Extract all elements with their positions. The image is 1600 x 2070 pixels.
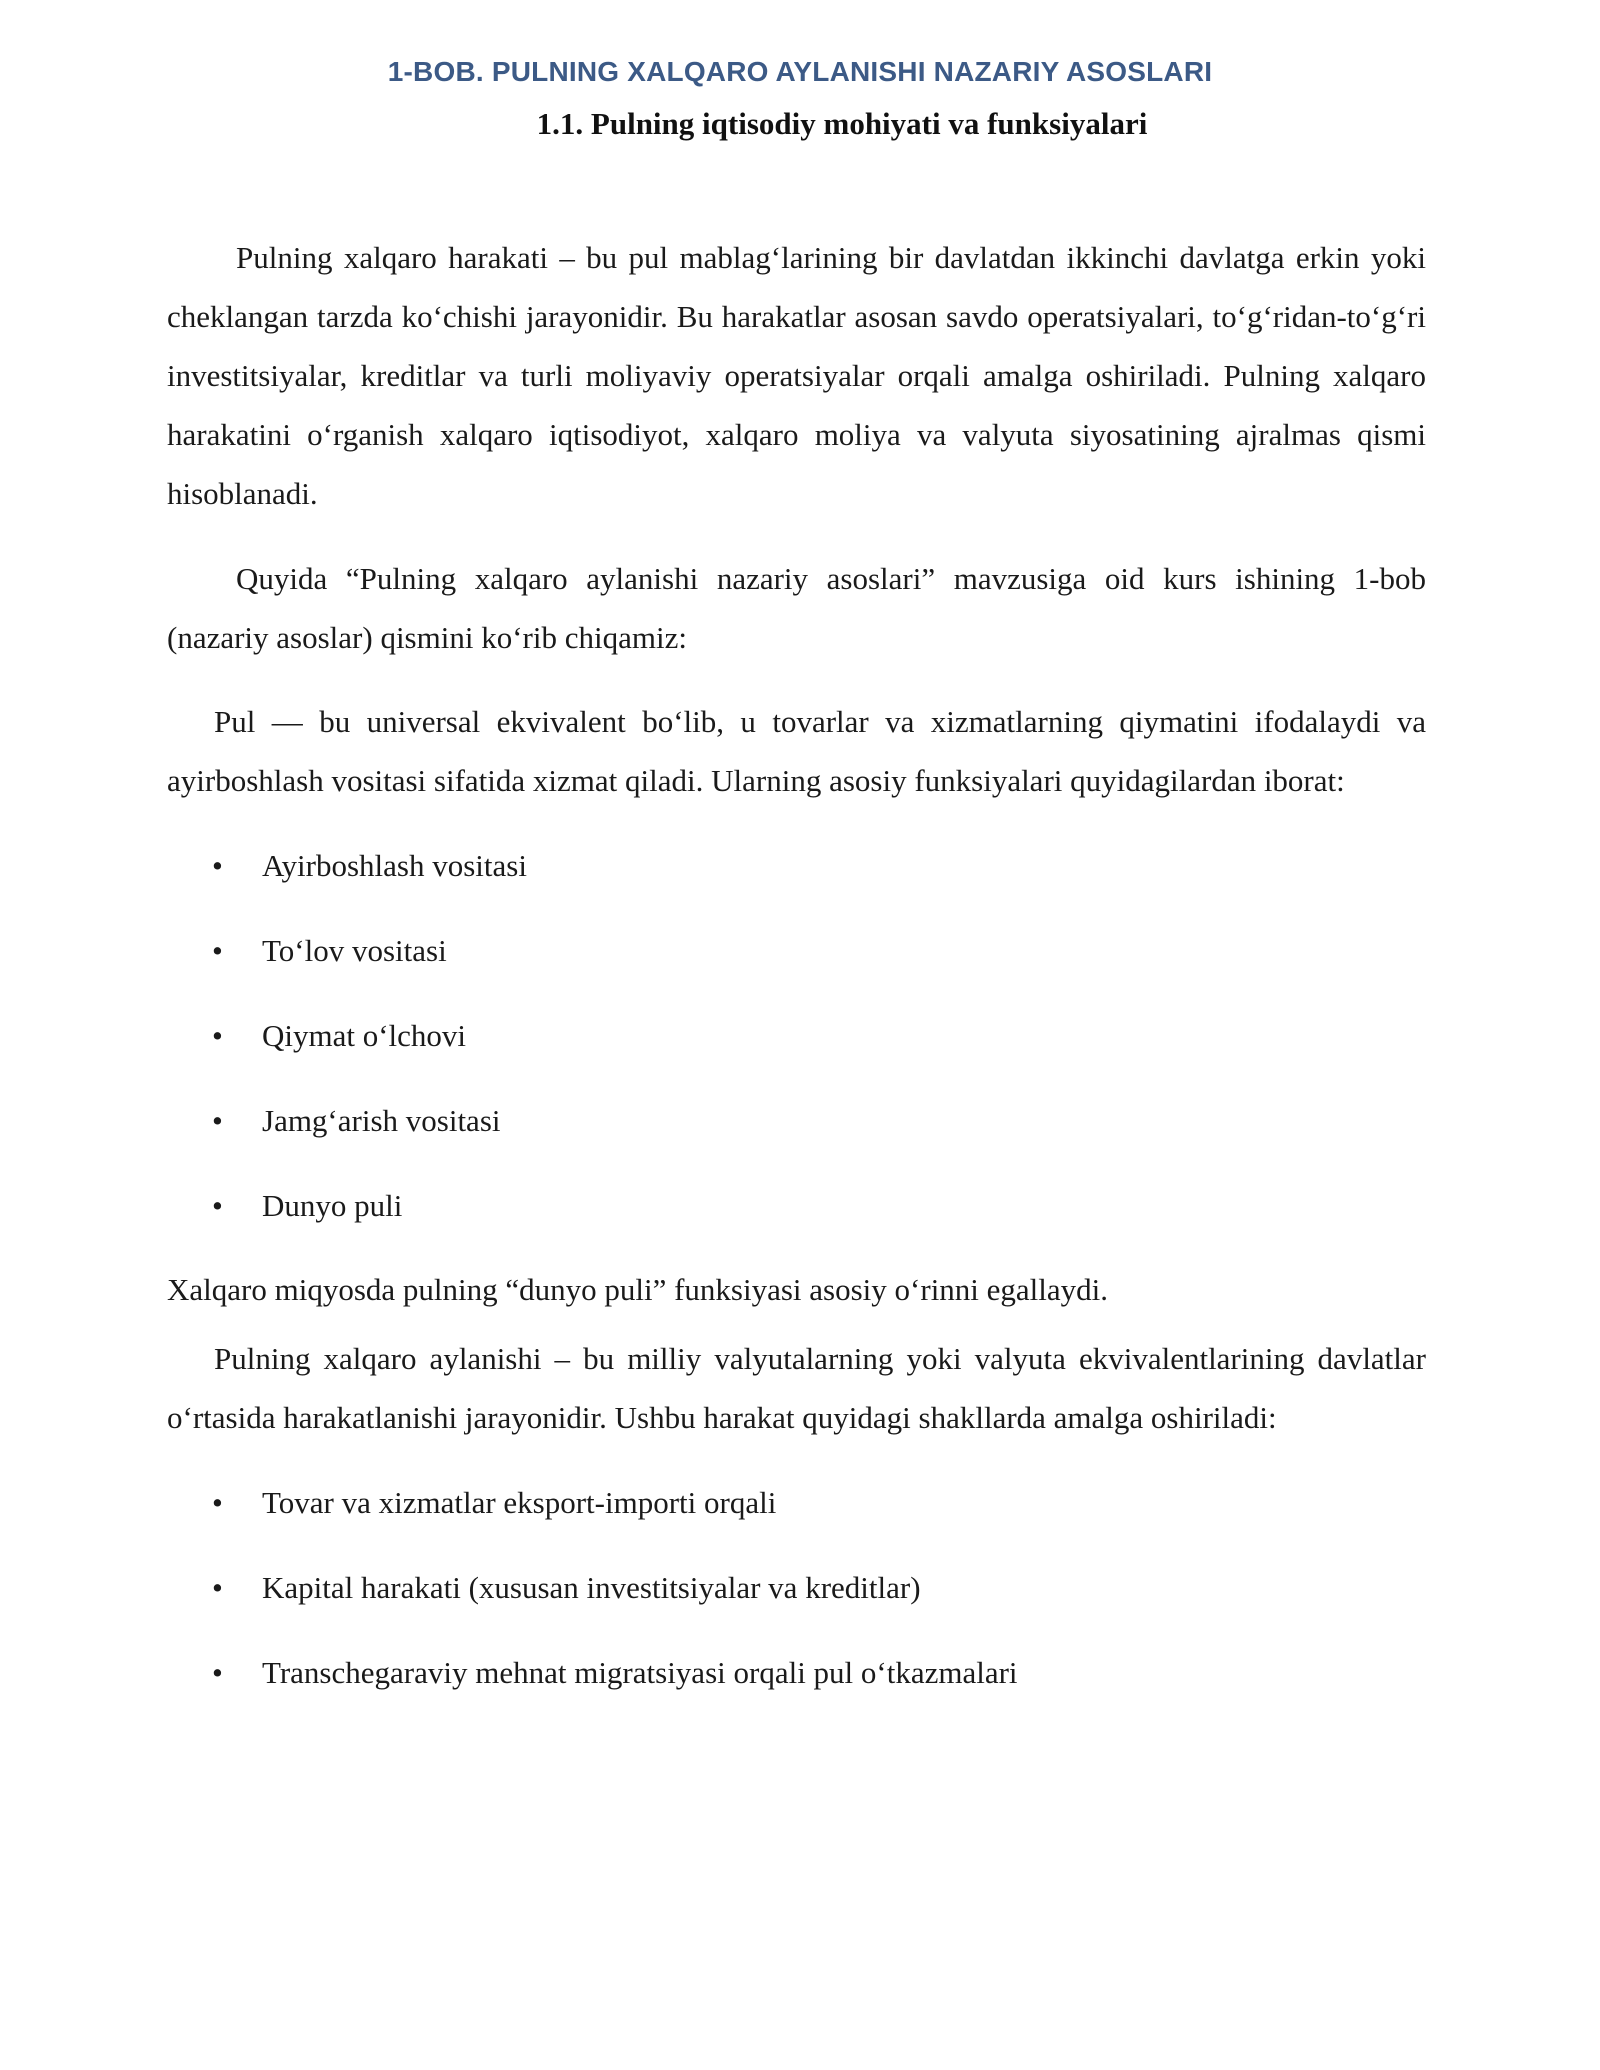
list-item-text: Jamg‘arish vositasi: [262, 1103, 501, 1138]
list-item-text: Transchegaraviy mehnat migratsiyasi orqali pul o‘tkazmalari: [262, 1655, 1018, 1690]
document-body: [167, 228, 1426, 1702]
bullet-icon: •: [212, 1103, 223, 1138]
bullet-icon: •: [212, 1485, 223, 1520]
list-item-text: Ayirboshlash vositasi: [262, 848, 527, 883]
paragraph-money-definition: Pul — bu universal ekvivalent bo‘lib, u tovarlar va xizmatlarning qiymatini ifodalaydi va ayirboshlash vositasi sifatida xizmat qiladi. Ularning asosiy funksiyalari quyidagilardan iborat:: [167, 704, 1426, 798]
chapter-title: 1-BOB. PULNING XALQARO AYLANISHI NAZARIY ASOSLARI: [387, 56, 1213, 87]
paragraph-overview: Quyida “Pulning xalqaro aylanishi nazariy asoslari” mavzusiga oid kurs ishining 1-bob (nazariy asoslar) qismini ko‘rib chiqamiz:: [167, 561, 1426, 655]
list-item: [167, 1006, 1426, 1065]
list-item: [167, 1473, 1426, 1532]
list-item-text: Tovar va xizmatlar eksport-importi orqali: [262, 1485, 777, 1520]
list-item: [167, 1558, 1426, 1617]
list-item-text: Dunyo puli: [262, 1188, 403, 1223]
list-item-text: Qiymat o‘lchovi: [262, 1018, 467, 1053]
bullet-icon: •: [212, 1188, 223, 1223]
bullet-icon: •: [212, 1018, 223, 1053]
section-title: 1.1. Pulning iqtisodiy mohiyati va funksiyalari: [536, 106, 1148, 141]
list-item: [167, 1643, 1426, 1702]
forms-list: [167, 1473, 1426, 1702]
bullet-icon: •: [212, 848, 223, 883]
list-item-text: Kapital harakati (xususan investitsiyalar va kreditlar): [262, 1570, 921, 1605]
bullet-icon: •: [212, 1570, 223, 1605]
list-item-text: To‘lov vositasi: [262, 933, 447, 968]
paragraph-international-circulation: Pulning xalqaro aylanishi – bu milliy valyutalarning yoki valyuta ekvivalentlarining davlatlar o‘rtasida harakatlanishi jarayonidir. Ushbu harakat quyidagi shakllarda amalga oshiriladi:: [167, 1341, 1426, 1435]
bullet-icon: •: [212, 933, 223, 968]
paragraph-world-money: Xalqaro miqyosda pulning “dunyo puli” funksiyasi asosiy o‘rinni egallaydi.: [167, 1272, 1109, 1307]
paragraph-intro: Pulning xalqaro harakati – bu pul mablag‘larining bir davlatdan ikkinchi davlatga erkin yoki cheklangan tarzda ko‘chishi jarayonidir. Bu harakatlar asosan savdo operatsiyalari, to‘g‘ridan-to‘g‘ri investitsiyalar, kreditlar va turli moliyaviy operatsiyalar orqali amalga oshiriladi. Pulning xalqaro harakatini o‘rganish xalqaro iqtisodiyot, xalqaro moliya va valyuta siyosatining ajralmas qismi hisoblanadi.: [167, 240, 1426, 511]
list-item: [167, 836, 1426, 895]
list-item: [167, 1091, 1426, 1150]
list-item: [167, 921, 1426, 980]
list-item: [167, 1176, 1426, 1235]
bullet-icon: •: [212, 1655, 223, 1690]
functions-list: [167, 836, 1426, 1235]
